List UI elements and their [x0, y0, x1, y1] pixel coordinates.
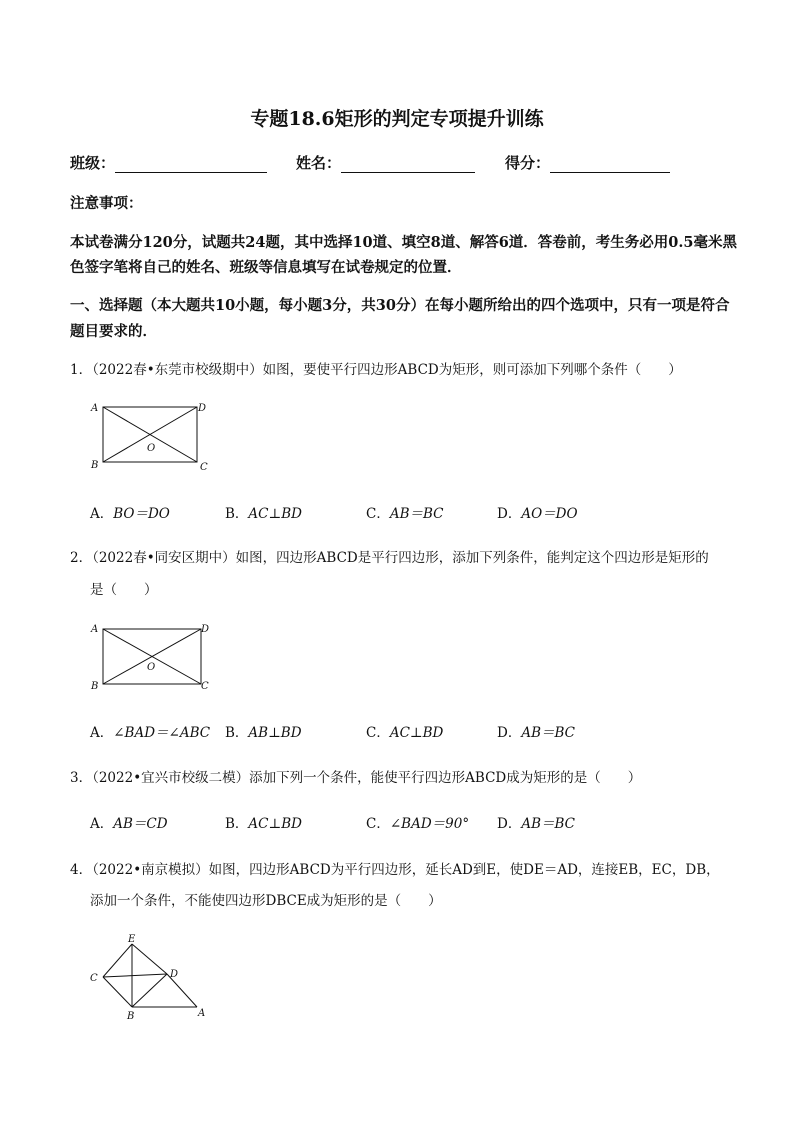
score-field-group	[505, 152, 670, 173]
q3-option-a[interactable]: A．AB＝CD	[90, 816, 168, 832]
q3-option-c[interactable]: C．∠BAD＝90°	[366, 816, 470, 832]
label-c: C	[200, 462, 208, 473]
q2-option-a[interactable]: A．∠BAD＝∠ABC	[90, 725, 211, 741]
segment-db	[132, 974, 167, 1007]
label-b: B	[91, 460, 99, 471]
notice-line-2: 色签字笔将自己的姓名、班级等信息填写在试卷规定的位置．	[70, 259, 462, 276]
question-1-text: 1．（2022春•东莞市校级期中）如图，要使平行四边形ABCD为矩形，则可添加下列哪个条件（ ）	[70, 362, 682, 378]
label-c: C	[90, 973, 98, 984]
label-e: E	[128, 934, 136, 945]
label-d: D	[170, 969, 179, 980]
section-line-2: 题目要求的．	[70, 323, 157, 340]
q1-option-d[interactable]: D．AO＝DO	[497, 506, 578, 522]
label-c: C	[201, 681, 209, 692]
segment-cb	[103, 977, 132, 1007]
question-4-figure	[84, 930, 214, 1022]
q3-option-b[interactable]: B．AC⊥BD	[225, 816, 302, 832]
class-field-group	[70, 152, 267, 173]
section-line-1: 一、选择题（本大题共10小题，每小题3分，共30分）在每小题所给出的四个选项中，只有一项是符合	[70, 297, 730, 314]
question-4-line-1: 4．（2022•南京模拟）如图，四边形ABCD为平行四边形，延长AD到E，使DE＝AD，连接EB，EC，DB，	[70, 862, 720, 878]
q1-option-b[interactable]: B．AC⊥BD	[225, 506, 302, 522]
q1-option-a[interactable]: A．BO＝DO	[90, 506, 170, 522]
class-blank[interactable]	[115, 156, 267, 173]
question-2-line-2: 是（ ）	[90, 582, 158, 598]
label-a: A	[91, 624, 99, 635]
question-2-line-1: 2．（2022春•同安区期中）如图，四边形ABCD是平行四边形，添加下列条件，能判定这个四边形是矩形的	[70, 550, 709, 566]
label-o: O	[147, 443, 156, 454]
segment-ed	[132, 944, 167, 974]
label-d: D	[201, 624, 210, 635]
q3-option-d[interactable]: D．AB＝BC	[497, 816, 575, 832]
label-d: D	[198, 403, 207, 414]
q2-option-b[interactable]: B．AB⊥BD	[225, 725, 302, 741]
notice-line-1: 本试卷满分120分，试题共24题，其中选择10道、填空8道、解答6道．答卷前，考生务必用0.5毫米黑	[70, 234, 738, 251]
segment-ec	[103, 944, 132, 977]
name-field-group	[296, 152, 475, 173]
label-a: A	[198, 1008, 206, 1019]
score-label: 得分：	[505, 154, 551, 172]
label-b: B	[127, 1011, 135, 1022]
notice-heading: 注意事项：	[70, 195, 143, 212]
q2-option-d[interactable]: D．AB＝BC	[497, 725, 575, 741]
q2-option-c[interactable]: C．AC⊥BD	[366, 725, 444, 741]
q1-option-c[interactable]: C．AB＝BC	[366, 506, 444, 522]
question-4-line-2: 添加一个条件，不能使四边形DBCE成为矩形的是（ ）	[90, 893, 442, 909]
label-b: B	[91, 681, 99, 692]
question-1-figure	[84, 396, 214, 476]
question-2-figure	[84, 619, 214, 697]
class-label: 班级：	[70, 154, 116, 172]
page-title: 专题18.6矩形的判定专项提升训练	[250, 108, 544, 130]
label-a: A	[91, 403, 99, 414]
question-3-text: 3．（2022•宜兴市校级二模）添加下列一个条件，能使平行四边形ABCD成为矩形的是（ ）	[70, 770, 642, 786]
name-blank[interactable]	[341, 156, 475, 173]
segment-cd	[103, 974, 167, 977]
name-label: 姓名：	[296, 154, 342, 172]
label-o: O	[147, 662, 156, 673]
score-blank[interactable]	[550, 156, 670, 173]
